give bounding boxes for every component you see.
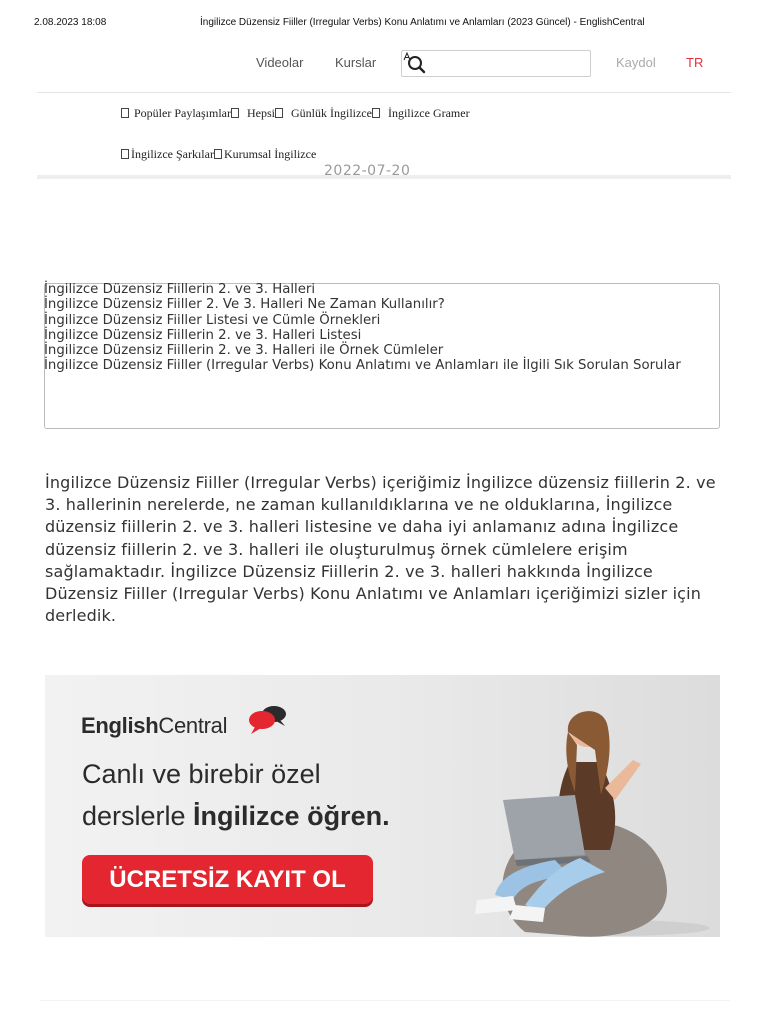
category-songs-link[interactable]: İngilizce Şarkılar: [131, 147, 214, 161]
toc-list: [44, 282, 681, 374]
search-icon[interactable]: [401, 50, 429, 76]
language-switch[interactable]: TR: [686, 55, 704, 70]
toc-item[interactable]: İngilizce Düzensiz Fiillerin 2. ve 3. Halleri: [44, 282, 316, 297]
free-signup-button[interactable]: ÜCRETSİZ KAYIT OL: [82, 855, 373, 904]
toc-item[interactable]: İngilizce Düzensiz Fiiller (Irregular Verbs) Konu Anlatımı ve Anlamları ile İlgili Sık Sorulan Sorular: [44, 358, 681, 374]
category-popular-link[interactable]: Popüler Paylaşımlar: [134, 106, 231, 120]
banner-line-2: [82, 795, 390, 837]
nav-courses-link[interactable]: Kurslar: [335, 55, 377, 70]
intro-paragraph: İngilizce Düzensiz Fiiller (Irregular Verbs) içeriğimiz İngilizce düzensiz fiillerin 2. ve 3. hallerinin nerelerde, ne zaman kullanıldıklarına ve ne olduklarına, İngilizce düzensiz fiillerin 2. ve 3. halleri listesine ve daha iyi anlamanız adına İngilizce düzensiz fiillerin 2. ve 3. halleri ile oluşturulmuş örnek cümlelere erişim sağlamaktadır. İngilizce Düzensiz Fiillerin 2. ve 3. halleri hakkında İngilizce Düzensiz Fiiller (Irregular Verbs) Konu Anlatımı ve Anlamları içeriğimizi sizler için derledik.: [45, 473, 716, 626]
post-date: 2022-07-20: [324, 163, 411, 179]
toc-item[interactable]: İngilizce Düzensiz Fiillerin 2. ve 3. Halleri Listesi: [44, 327, 362, 343]
header-divider: [37, 92, 731, 93]
print-page-title: İngilizce Düzensiz Fiiller (Irregular Verbs) Konu Anlatımı ve Anlamları (2023 Güncel) - EnglishCentral: [200, 17, 645, 28]
brand-wordmark: [81, 713, 227, 739]
brand-bold: English: [81, 713, 159, 738]
category-all-link[interactable]: Hepsi: [246, 106, 275, 120]
promo-banner[interactable]: [45, 675, 720, 937]
category-glyph: [231, 108, 239, 118]
banner-headline: [82, 753, 390, 837]
banner-line-2-bold: İngilizce öğren.: [193, 801, 390, 831]
category-glyph: [121, 108, 129, 118]
category-glyph: [121, 149, 129, 159]
signup-link[interactable]: Kaydol: [616, 55, 656, 70]
toc-item[interactable]: İngilizce Düzensiz Fiiller 2. Ve 3. Halleri Ne Zaman Kullanılır?: [44, 297, 445, 313]
category-corporate-link[interactable]: Kurumsal İngilizce: [223, 147, 317, 161]
category-daily-english-link[interactable]: Günlük İngilizce: [290, 106, 372, 120]
category-row-2: [121, 147, 316, 162]
search-input[interactable]: [401, 50, 591, 77]
footer-divider: [40, 1000, 730, 1001]
toc-item[interactable]: İngilizce Düzensiz Fiiller Listesi ve Cümle Örnekleri: [44, 312, 381, 328]
category-glyph: [214, 149, 222, 159]
print-date: 2.08.2023 18:08: [34, 17, 107, 28]
brand-light: Central: [158, 713, 228, 738]
banner-line-2-regular: derslerle: [82, 801, 194, 831]
nav-videos-link[interactable]: Videolar: [256, 55, 304, 70]
toc-item[interactable]: İngilizce Düzensiz Fiillerin 2. ve 3. Halleri ile Örnek Cümleler: [44, 343, 444, 359]
category-glyph: [275, 108, 283, 118]
category-grammar-link[interactable]: İngilizce Gramer: [387, 106, 470, 120]
category-row-1: [121, 106, 470, 121]
speech-bubble-logo-icon: [247, 705, 289, 735]
student-laptop-illustration: [405, 700, 720, 937]
category-glyph: [372, 108, 380, 118]
banner-line-1: Canlı ve birebir özel: [82, 759, 321, 789]
